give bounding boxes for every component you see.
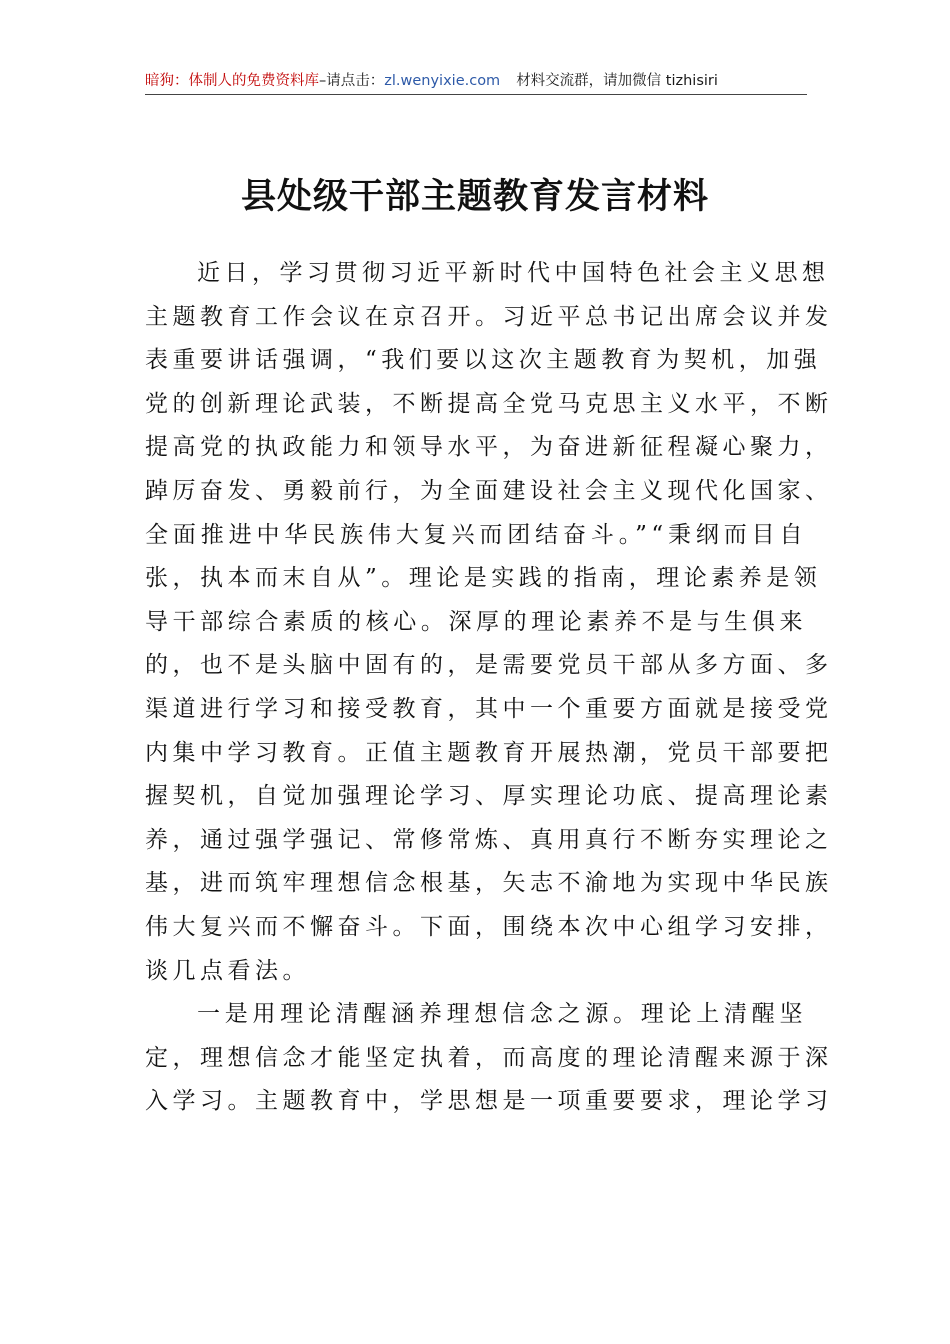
text-line: 握契机，自觉加强理论学习、厚实理论功底、提高理论素 (145, 783, 833, 810)
text-line: 踔厉奋发、勇毅前行，为全面建设社会主义现代化国家、 (145, 477, 833, 504)
text-line: 的，也不是头脑中固有的，是需要党员干部从多方面、多 (145, 652, 833, 679)
text-line: 渠道进行学习和接受教育，其中一个重要方面就是接受党 (145, 695, 833, 722)
text-line: 入学习。主题教育中，学思想是一项重要要求，理论学习 (145, 1088, 833, 1115)
document-body (145, 252, 833, 1124)
page-header (145, 70, 807, 94)
text-line: 张，执本而末自从”。理论是实践的指南，理论素养是领 (145, 565, 822, 592)
text-line: 党的创新理论武装，不断提高全党马克思主义水平，不断 (145, 390, 833, 417)
text-line: 主题教育工作会议在京召开。习近平总书记出席会议并发 (145, 303, 833, 330)
header-group-info: 材料交流群，请加微信 tizhisiri (516, 73, 718, 89)
text-line: 养，通过强学强记、常修常炼、真用真行不断夯实理论之 (145, 826, 833, 853)
text-line: 近日，学习贯彻习近平新时代中国特色社会主义思想 (197, 260, 830, 286)
text-line: 定，理想信念才能坚定执着，而高度的理论清醒来源于深 (145, 1044, 833, 1071)
header-link[interactable]: zl.wenyixie.com (384, 73, 501, 89)
text-line: 一是用理论清醒涵养理想信念之源。理论上清醒坚 (197, 1001, 807, 1028)
text-line: 提高党的执政能力和领导水平，为奋进新征程凝心聚力， (145, 434, 833, 461)
text-line: 伟大复兴而不懈奋斗。下面，围绕本次中心组学习安排， (145, 913, 833, 940)
text-line: 内集中学习教育。正值主题教育开展热潮，党员干部要把 (145, 739, 833, 766)
text-line: 表重要讲话强调，“我们要以这次主题教育为契机，加强 (145, 347, 822, 374)
text-line: 导干部综合素质的核心。深厚的理论素养不是与生俱来 (145, 608, 807, 635)
header-brand: 暗狗：体制人的免费资料库 (145, 73, 319, 89)
text-line: 谈几点看法。 (145, 957, 310, 984)
text-line: 基，进而筑牢理想信念根基，矢志不渝地为实现中华民族 (145, 870, 833, 897)
paragraph-intro (145, 252, 833, 993)
paragraph-point-one (145, 993, 833, 1124)
text-line: 全面推进中华民族伟大复兴而团结奋斗。”“秉纲而目自 (145, 521, 807, 548)
header-divider (145, 94, 807, 95)
header-click-label: –请点击： (319, 73, 385, 89)
document-title: 县处级干部主题教育发言材料 (240, 176, 709, 217)
